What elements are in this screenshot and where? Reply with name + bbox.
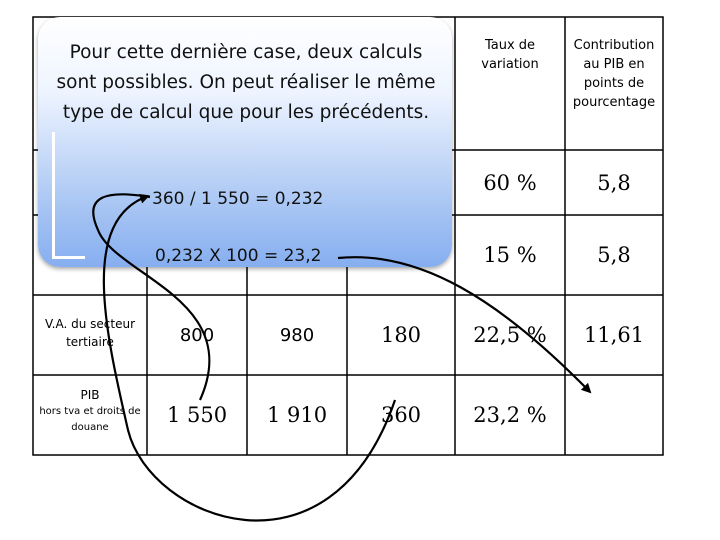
arrow-result-to-cell [338, 257, 590, 392]
row2-value2: 980 [279, 324, 315, 346]
arrow-360-to-equation [104, 196, 395, 521]
row0-contribution: 5,8 [597, 170, 631, 195]
row3-value1: 1 550 [166, 403, 228, 427]
row2-label: V.A. du secteur tertiaire [45, 317, 135, 349]
row1-rate: 15 % [483, 243, 537, 267]
row2-value1: 800 [179, 324, 215, 346]
row3-rate: 23,2 % [473, 403, 547, 427]
header-contribution: Contribution au PIB en points de pourcentage [572, 37, 656, 110]
row3-value2: 1 910 [266, 403, 328, 427]
arrow-1550-to-equation [93, 194, 209, 400]
row3-label: PIB hors tva et droits de douane [39, 388, 141, 433]
row1-contribution: 5,8 [597, 243, 631, 267]
row2-contribution: 11,61 [583, 323, 645, 347]
row0-rate: 60 % [483, 170, 537, 195]
callout-text: Pour cette dernière case, deux calculs sont possibles. On peut réaliser le même type de calcul que pour les précédents. [56, 42, 436, 123]
equation-multiplication: 0,232 X 100 = 23,2 [155, 246, 322, 266]
equation-division: 360 / 1 550 = 0,232 [152, 189, 324, 209]
row2-rate: 22,5 % [473, 323, 547, 347]
header-rate: Taux de variation [481, 37, 539, 72]
row3-diff: 360 [380, 403, 422, 427]
row2-diff: 180 [380, 323, 422, 347]
